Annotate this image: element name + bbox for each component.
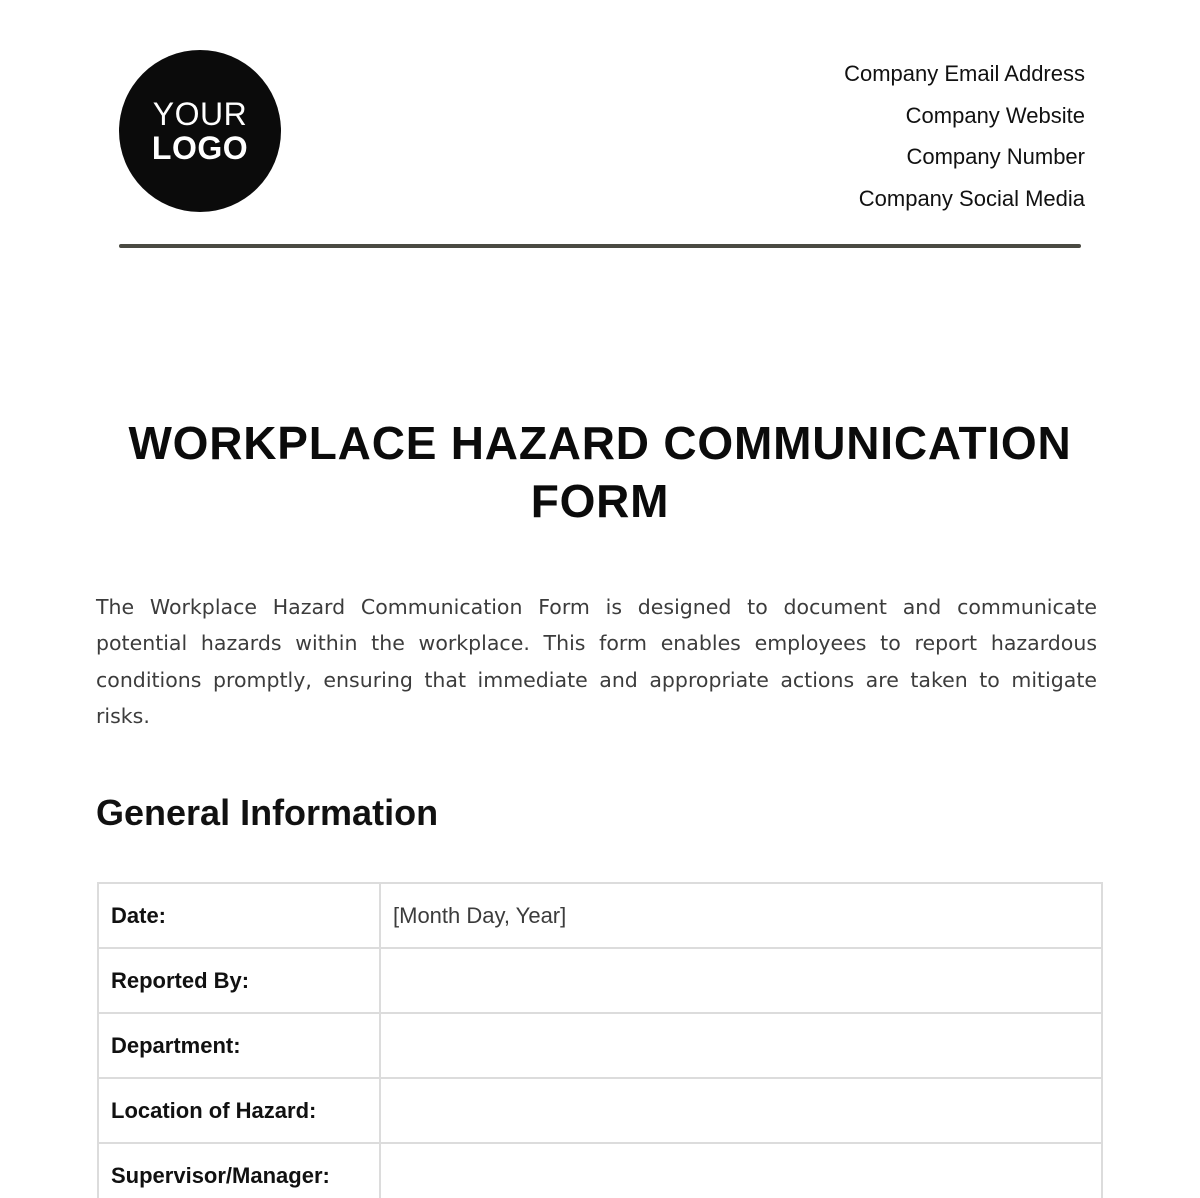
department-field[interactable] [380, 1013, 1102, 1078]
table-row [98, 1143, 1102, 1198]
company-number: Company Number [906, 144, 1085, 170]
supervisor-manager-label: Supervisor/Manager: [98, 1143, 380, 1198]
table-row [98, 1013, 1102, 1078]
table-row [98, 883, 1102, 948]
table-row [98, 1078, 1102, 1143]
location-of-hazard-field[interactable] [380, 1078, 1102, 1143]
reported-by-label: Reported By: [98, 948, 380, 1013]
document-title: WORKPLACE HAZARD COMMUNICATION FORM [128, 417, 1072, 527]
section-heading-general-information: General Information [96, 792, 439, 833]
supervisor-manager-field[interactable] [380, 1143, 1102, 1198]
department-label: Department: [98, 1013, 380, 1078]
table-row [98, 948, 1102, 1013]
company-website: Company Website [905, 102, 1085, 128]
company-logo [119, 50, 281, 212]
logo-text-top: YOUR [152, 96, 248, 132]
reported-by-field[interactable] [380, 948, 1102, 1013]
location-of-hazard-label: Location of Hazard: [98, 1078, 380, 1143]
logo-text-bottom: LOGO [151, 130, 249, 166]
company-contact-block [844, 53, 1085, 220]
general-information-table [97, 882, 1103, 1198]
header-divider [119, 244, 1081, 248]
company-email: Company Email Address [844, 61, 1085, 86]
document-intro: The Workplace Hazard Communication Form is designed to document and communicate potential hazards within the workplace. This form enables employees to report hazardous conditions promptly, ensuring that immediate and appropriate actions are taken to mitigate risks. [96, 595, 1097, 728]
company-social-media: Company Social Media [858, 186, 1085, 212]
date-label: Date: [98, 883, 380, 948]
date-field[interactable]: [Month Day, Year] [380, 883, 1102, 948]
